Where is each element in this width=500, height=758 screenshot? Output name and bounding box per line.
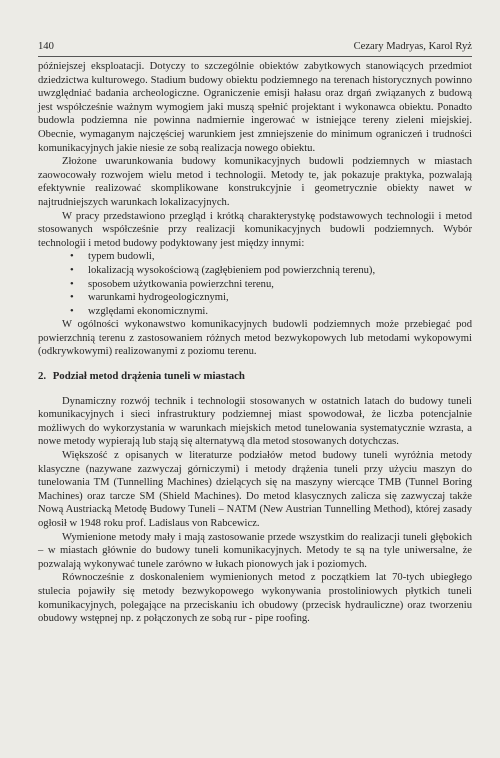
- section-heading: [38, 370, 472, 384]
- section-title: Podział metod drążenia tuneli w miastach: [52, 370, 245, 383]
- section-number: 2.: [38, 370, 47, 383]
- page-header: [38, 40, 472, 53]
- list-item: • sposobem użytkowania powierzchni terenu,: [70, 278, 472, 292]
- running-head-authors: Cezary Madryas, Karol Ryż: [353, 41, 472, 52]
- criteria-list: [38, 250, 472, 318]
- paragraph: W pracy przedstawiono przegląd i krótką charakterystykę podstawowych technologii i metod stosowanych współcześnie przy realizacji komunikacyjnych budowli podziemnych. Wybór technologii i metod budowy podyktowany jest między innymi:: [38, 210, 472, 249]
- list-item: • lokalizacją wysokościową (zagłębieniem pod powierzchnią terenu),: [70, 264, 472, 278]
- paragraph: Wymienione metody mały i mają zastosowanie przede wszystkim do realizacji tuneli głębokich – w miastach głównie do budowy tuneli komunikacyjnych. Metody te są na tyle uniwersalne, że pozwalają wykonywać tunele zarówno w łukach pionowych jak i poziomych.: [38, 531, 472, 570]
- header-rule: [38, 56, 472, 57]
- list-item: • typem budowli,: [70, 250, 472, 264]
- body-text: [38, 60, 472, 626]
- paragraph: Dynamiczny rozwój technik i technologii stosowanych w ostatnich latach do budowy tuneli komunikacyjnych i sieci infrastruktury podziemnej miast spowodował, że liczba potencjalnie możliwych do wykorzystania w warunkach miejskich metod tunelowania systematycznie wzrasta, a nowe metody wypierają lub stają się alternatywą dla metod stosowanych dotychczas.: [38, 395, 472, 448]
- paragraph: W ogólności wykonawstwo komunikacyjnych budowli podziemnych może przebiegać pod powierzchnią terenu z zastosowaniem różnych metod bezwykopowych lub metodami wykopowymi (odkrywkowymi) realizowanymi z poziomu terenu.: [38, 319, 472, 358]
- paragraph: Złożone uwarunkowania budowy komunikacyjnych budowli podziemnych w miastach zaowocowały rozwojem wielu metod i technologii. Metody te, jak pokazuje praktyka, pozwalają efektywnie realizować skomplikowane konstrukcyjnie i geometrycznie obiekty nawet w najtrudniejszych warunkach lokalizacyjnych.: [38, 156, 472, 208]
- paragraph: Większość z opisanych w literaturze podziałów metod budowy tuneli wyróżnia metody klasyczne (nazywane zazwyczaj górniczymi) i metody drążenia tuneli przy użyciu maszyn do tunelowania TM (Tunnelling Machines) dzielących się na maszyny wiercące TMB (Tunnel Boring Machines) oraz tarcze SM (Shield Machines). Do metod klasycznych zalicza się zazwyczaj także Nową Austriacką Metodę Budowy Tuneli – NATM (New Austrian Tunnelling Method), której zasady ogłosił w 1948 roku prof. Ladislaus von Rabcewicz.: [38, 450, 472, 529]
- list-item: • względami ekonomicznymi.: [70, 305, 472, 319]
- paragraph: Równocześnie z doskonaleniem wymienionych metod z początkiem lat 70-tych ubiegłego stulecia pojawiły się metody bezwykopowego wykonywania prostoliniowych płytkich tuneli komunikacyjnych, polegające na przeciskaniu ich obudowy (przecisk hydrauliczne) oraz tworzeniu obudowy wstępnej np. z połączonych ze sobą rur - pipe roofing.: [38, 572, 472, 625]
- paragraph-continued: późniejszej eksploatacji. Dotyczy to szczególnie obiektów zabytkowych stanowiących przedmiot dziedzictwa kulturowego. Stadium budowy obiektu podziemnego na terenach historycznych powinno uwzględniać badania archeologiczne. Ograniczenie emisji hałasu oraz drgań związanych z budową jest współcześnie ważnym wymogiem jaki muszą spełnić projektant i wykonawca obiektu. Ponadto budowla podziemna nie powinna nadmiernie ingerować w istniejące tereny zieleni miejskiej. Obecnie, wymaganym najczęściej warunkiem jest zmniejszenie do minimum ograniczeń i trudności komunikacyjnych jakie niesie ze sobą realizacja nowego obiektu.: [38, 61, 472, 154]
- list-item: • warunkami hydrogeologicznymi,: [70, 291, 472, 305]
- page-number: 140: [38, 41, 54, 52]
